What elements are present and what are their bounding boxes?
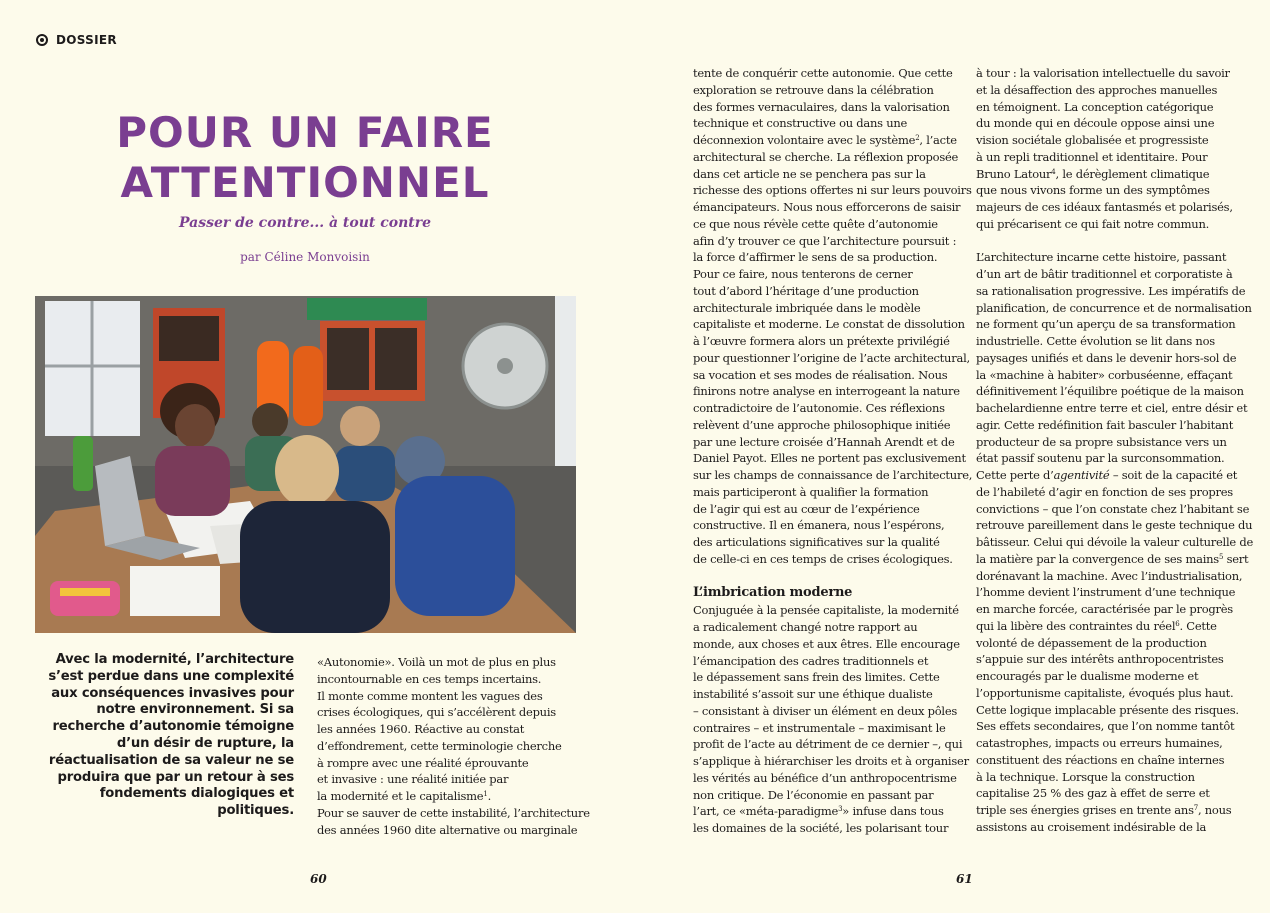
- text-line: [693, 803, 972, 820]
- section-heading: L’imbrication moderne: [693, 585, 853, 601]
- text-line: bachelardienne entre terre et ciel, entre désir et: [976, 401, 1248, 415]
- text-line: la force d’affirmer le sens de sa production.: [693, 250, 938, 265]
- text-line: agir. Cette redéfinition fait basculer l’habitant: [976, 417, 1234, 432]
- text-line: d’un art de bâtir traditionnel et corporatiste à: [976, 267, 1233, 281]
- text-line: [976, 618, 1253, 635]
- text-line: afin d’y trouver ce que l’architecture poursuit :: [693, 233, 957, 248]
- text-line: du monde qui en découle oppose ainsi une: [976, 116, 1215, 131]
- text-line: Cette logique implacable présente des risques.: [976, 702, 1239, 717]
- text-line: [976, 802, 1253, 819]
- text-line: à un repli traditionnel et identitaire. Pour: [976, 149, 1208, 164]
- text-line: encouragés par le dualisme moderne et: [976, 669, 1199, 683]
- text-line: émancipateurs. Nous nous efforcerons de saisir: [693, 200, 961, 214]
- text-line: constituent des réactions en chaîne internes: [976, 752, 1225, 767]
- text-line: dorénavant la machine. Avec l’industrialisation,: [976, 568, 1243, 583]
- text-line: incontournable en ces temps incertains.: [317, 671, 542, 686]
- text-line: L’architecture incarne cette histoire, passant: [976, 250, 1227, 265]
- text-line: ce que nous révèle cette quête d’autonomie: [693, 216, 938, 231]
- text-line: qui précarisent ce qui fait notre commun.: [976, 216, 1210, 231]
- text-line: a radicalement changé notre rapport au: [693, 620, 918, 634]
- text-fragment: , le dérèglement climatique: [1055, 166, 1210, 181]
- text-column-right-1: [693, 65, 972, 837]
- text-line: ne forment qu’un aperçu de sa transformation: [976, 317, 1236, 332]
- text-line: dans cet article ne se penchera pas sur la: [693, 166, 926, 181]
- text-fragment: l’art, ce «méta-paradigme: [693, 804, 839, 819]
- text-line: en marche forcée, caractérisée par le progrès: [976, 602, 1233, 616]
- text-fragment: Bruno Latour: [976, 166, 1052, 181]
- text-line: assistons au croisement indésirable de la: [976, 819, 1207, 834]
- article-photo: [35, 296, 576, 633]
- text-fragment: » infuse dans tous: [842, 804, 944, 819]
- text-line: bâtisseur. Celui qui dévoile la valeur culturelle de: [976, 535, 1254, 549]
- text-line: producteur de sa propre subsistance vers un: [976, 434, 1227, 449]
- text-line: sa vocation et ses modes de réalisation. Nous: [693, 367, 948, 382]
- text-line: l’opportunisme capitaliste, évoqués plus haut.: [976, 685, 1234, 700]
- text-line: l’homme devient l’instrument d’une technique: [976, 585, 1236, 600]
- text-line: profit de l’acte au détriment de ce dernier –, qui: [693, 737, 963, 752]
- section-label: [36, 33, 117, 47]
- text-line: vision sociétale globalisée et progressiste: [976, 133, 1209, 147]
- text-line: l’émancipation des cadres traditionnels et: [693, 653, 929, 668]
- text-line: planification, de concurrence et de normalisation: [976, 300, 1252, 315]
- text-line: et invasive : une réalité initiée par: [317, 772, 509, 787]
- text-line: sur les champs de connaissance de l’architecture,: [693, 468, 973, 482]
- text-line: exploration se retrouve dans la célébration: [693, 82, 934, 97]
- article-author: par Céline Monvoisin: [240, 250, 370, 264]
- text-line: état passif soutenu par la surconsommation.: [976, 451, 1225, 466]
- footnote-ref: 7: [1193, 804, 1198, 812]
- text-line: et la désaffection des approches manuelles: [976, 82, 1218, 97]
- article-title: [35, 108, 575, 208]
- text-line: d’effondrement, cette terminologie cherche: [317, 738, 562, 753]
- text-column-left: [317, 654, 590, 838]
- text-line: retrouve pareillement dans le geste technique du: [976, 518, 1253, 533]
- page-number-right: 61: [956, 872, 973, 886]
- text-line: des années 1960 dite alternative ou marginale: [317, 822, 578, 837]
- right-page: [635, 0, 1270, 913]
- footnote-ref: 3: [838, 805, 843, 814]
- bullet-circle-icon: [36, 34, 48, 46]
- text-line: monde, aux choses et aux êtres. Elle encourage: [693, 636, 960, 651]
- text-line: – consistant à diviser un élément en deux pôles: [693, 703, 958, 718]
- text-line: capitalise 25 % des gaz à effet de serre et: [976, 786, 1210, 801]
- text-line: non critique. De l’économie en passant par: [693, 787, 934, 802]
- text-line: pour questionner l’origine de l’acte architectural,: [693, 350, 970, 365]
- text-fragment: la modernité et le capitalisme: [317, 789, 484, 803]
- text-line: de l’agir qui est au cœur de l’expérience: [693, 501, 920, 516]
- footnote-ref: 2: [915, 134, 920, 142]
- text-fragment: déconnexion volontaire avec le système: [693, 133, 916, 147]
- text-fragment: , nous: [1197, 803, 1232, 817]
- text-fragment: – soit de la capacité et: [1109, 468, 1238, 482]
- text-column-right-2: [976, 65, 1253, 836]
- text-fragment: . Cette: [1179, 618, 1217, 633]
- text-line: contraires – et instrumentale – maximisant le: [693, 720, 946, 735]
- title-line-1: POUR UN FAIRE: [116, 108, 494, 157]
- text-line: relèvent d’une approche philosophique initiée: [693, 417, 951, 432]
- text-line: les années 1960. Réactive au constat: [317, 722, 525, 736]
- text-line: la modernité et le capitalisme$^1$.: [317, 789, 491, 803]
- text-line: à rompre avec une réalité éprouvante: [317, 755, 529, 770]
- text-fragment: triple ses énergies grises en trente ans: [976, 803, 1194, 817]
- photo-illustration: [35, 296, 576, 633]
- text-line: tente de conquérir cette autonomie. Que cette: [693, 66, 953, 80]
- text-line: majeurs de ces idéaux fantasmés et polarisés,: [976, 200, 1233, 214]
- text-fragment: Cette perte d’: [976, 468, 1054, 482]
- text-line: des articulations significatives sur la qualité: [693, 535, 940, 549]
- footnote-ref: 6: [1175, 619, 1180, 628]
- paragraph-gap: [693, 568, 972, 585]
- text-line: le dépassement sans frein des limites. Cette: [693, 670, 940, 685]
- text-fragment: sert: [1223, 551, 1249, 566]
- text-line: richesse des options offertes ni sur leurs pouvoirs: [693, 183, 972, 198]
- text-line: instabilité s’assoit sur une éthique dualiste: [693, 687, 933, 701]
- text-line: en témoignent. La conception catégorique: [976, 99, 1214, 114]
- text-line: la «machine à habiter» corbuséenne, effaçant: [976, 367, 1233, 382]
- text-line: Conjuguée à la pensée capitaliste, la modernité: [693, 603, 959, 618]
- text-line: contradictoire de l’autonomie. Ces réflexions: [693, 401, 945, 415]
- footnote-ref: 4: [1051, 167, 1056, 176]
- page-number-left: 60: [310, 872, 327, 886]
- text-line: à la technique. Lorsque la construction: [976, 769, 1195, 784]
- text-line: «Autonomie». Voilà un mot de plus en plus: [317, 655, 556, 669]
- text-line: Ses effets secondaires, que l’on nomme tantôt: [976, 719, 1235, 734]
- section-label-text: DOSSIER: [56, 33, 117, 47]
- text-line: finirons notre analyse en interrogeant la nature: [693, 384, 960, 399]
- text-line: à tour : la valorisation intellectuelle du savoir: [976, 66, 1230, 80]
- text-line: [693, 132, 972, 149]
- text-line: capitaliste et moderne. Le constat de dissolution: [693, 317, 965, 332]
- text-line: par une lecture croisée d’Hannah Arendt et de: [693, 434, 955, 449]
- text-fragment: , l’acte: [919, 133, 957, 147]
- text-line: catastrophes, impacts ou erreurs humaines,: [976, 736, 1223, 750]
- footnote-ref: 1: [483, 790, 488, 798]
- emphasis: agentivité: [1053, 468, 1110, 482]
- text-line: sa rationalisation progressive. Les impératifs de: [976, 283, 1246, 298]
- text-line: Il monte comme montent les vagues des: [317, 688, 543, 703]
- text-line: à l’œuvre formera alors un prétexte privilégié: [693, 334, 950, 348]
- text-fragment: la matière par la convergence de ses mains: [976, 551, 1219, 566]
- text-line: définitivement l’équilibre poétique de la maison: [976, 384, 1244, 399]
- lead-paragraph: Avec la modernité, l’architecture s’est perdue dans une complexité aux conséquences invasives pour notre environnement. Si sa recherche d’autonomie témoigne d’un désir de rupture, la réactualisation de sa valeur ne se produira que par un retour à ses fondements dialogiques et politiques.: [48, 652, 294, 819]
- text-line: [976, 551, 1253, 568]
- text-line: volonté de dépassement de la production: [976, 635, 1207, 650]
- text-line: tout d’abord l’héritage d’une production: [693, 283, 919, 298]
- text-line: crises écologiques, qui s’accélèrent depuis: [317, 705, 556, 720]
- text-line: Daniel Payot. Elles ne portent pas exclusivement: [693, 451, 966, 466]
- article-subtitle: Passer de contre... à tout contre: [178, 215, 432, 231]
- text-line: [976, 467, 1253, 484]
- text-line: constructive. Il en émanera, nous l’espérons,: [693, 518, 945, 533]
- text-line: de celle-ci en ces temps de crises écologiques.: [693, 551, 953, 566]
- text-line: technique et constructive ou dans une: [693, 116, 908, 131]
- text-line: s’applique à hiérarchiser les droits et à organiser: [693, 754, 969, 768]
- text-line: les vérités au bénéfice d’un anthropocentrisme: [693, 770, 957, 785]
- title-line-2: ATTENTIONNEL: [120, 158, 490, 207]
- paragraph-gap: [976, 233, 1253, 250]
- text-fragment: qui la libère des contraintes du réel: [976, 618, 1176, 633]
- text-line: industrielle. Cette évolution se lit dans nos: [976, 334, 1215, 348]
- text-line: les domaines de la société, les polarisant tour: [693, 821, 949, 835]
- text-line: architecturale imbriquée dans le modèle: [693, 300, 921, 315]
- text-line: des formes vernaculaires, dans la valorisation: [693, 99, 950, 114]
- text-line: de l’habileté d’agir en fonction de ses propres: [976, 484, 1233, 499]
- text-line: Pour se sauver de cette instabilité, l’architecture: [317, 805, 590, 820]
- text-line: mais participeront à qualifier la formation: [693, 484, 929, 499]
- text-line: que nous vivons forme un des symptômes: [976, 183, 1210, 198]
- text-line: s’appuie sur des intérêts anthropocentristes: [976, 652, 1224, 667]
- text-line: architectural se cherche. La réflexion proposée: [693, 149, 959, 164]
- footnote-ref: 5: [1218, 552, 1224, 561]
- text-line: paysages unifiés et dans le devenir hors-sol de: [976, 350, 1237, 365]
- text-line: [976, 166, 1253, 183]
- text-line: convictions – que l’on constate chez l’habitant se: [976, 501, 1250, 516]
- text-line: Pour ce faire, nous tenterons de cerner: [693, 267, 913, 281]
